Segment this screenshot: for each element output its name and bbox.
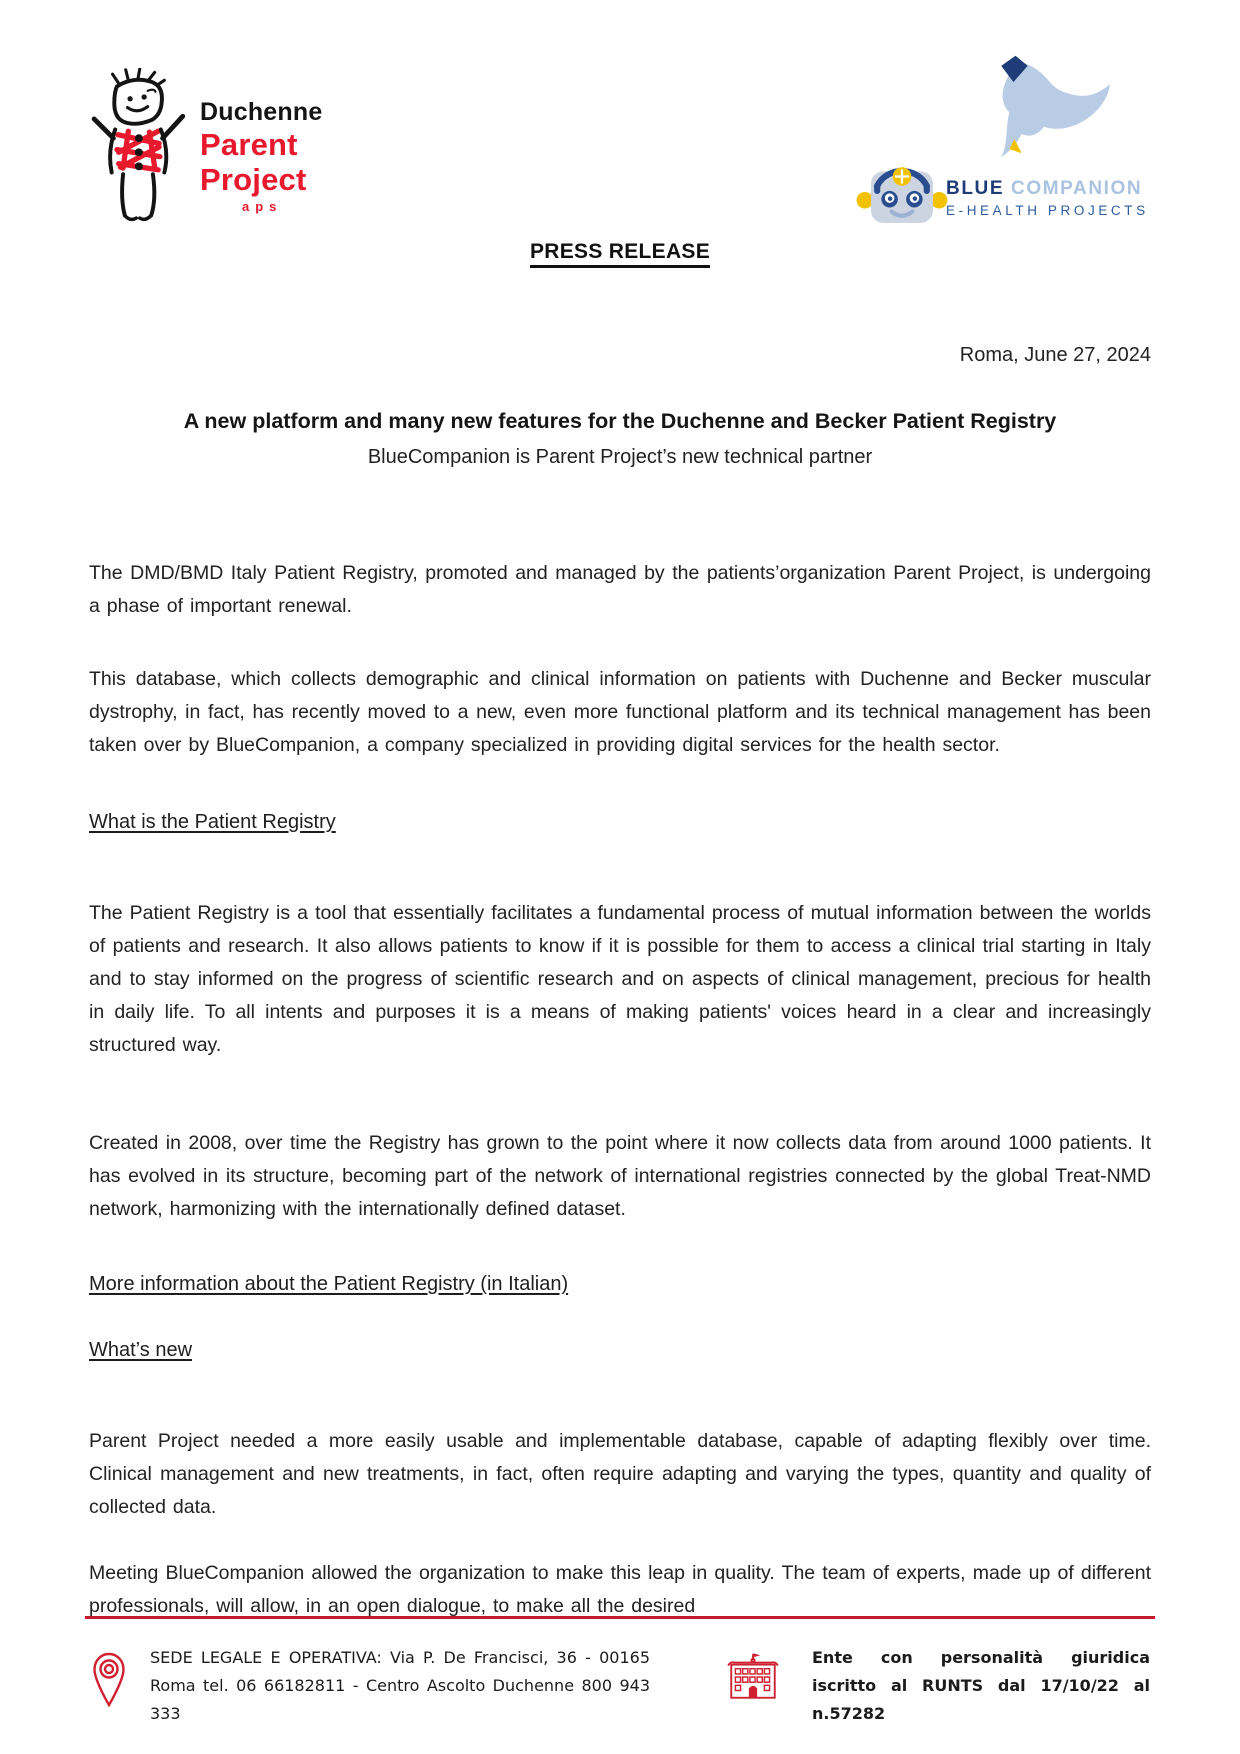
- paragraph-database: This database, which collects demographic and clinical information on patients with Duchenne and Becker muscular dystrophy, in fact, has recently moved to a new, even more functional platform and its technical management has been taken over by BlueCompanion, a company specialized in providing digital services for the health sector.: [89, 667, 1151, 756]
- press-release-heading: PRESS RELEASE: [530, 240, 710, 268]
- robot-head-icon: [856, 161, 948, 225]
- logo-word-project: Project: [200, 162, 307, 197]
- paragraph-meeting-bluecompanion: Meeting BlueCompanion allowed the organization to make this leap in quality. The team of experts, made up of different professionals, will allow, in an open dialogue, to make all the desired: [89, 1561, 1151, 1617]
- logo-word-duchenne: Duchenne: [200, 98, 323, 126]
- child-drawing-icon: [88, 68, 188, 226]
- section-heading-text: What is the Patient Registry: [89, 811, 336, 833]
- logo-word-companion: COMPANION: [1011, 178, 1143, 199]
- paragraph-needed-database: Parent Project needed a more easily usable and implementable database, capable of adapting flexibly over time. Clinical management and new treatments, in fact, often require adapting and varying the types, quantity and quality of collected data.: [89, 1429, 1151, 1518]
- logo-word-aps: aps: [242, 199, 283, 214]
- footer-divider: [85, 1616, 1155, 1619]
- footer-address: SEDE LEGALE E OPERATIVA: Via P. De Francisci, 36 - 00165 Roma tel. 06 66182811 - Centro Ascolto Duchenne 800 943 333: [150, 1648, 650, 1723]
- paragraph-created-2008: Created in 2008, over time the Registry has grown to the point where it now collects data from around 1000 patients. It has evolved in its structure, becoming part of the network of international registries connected by the global Treat-NMD network, harmonizing with the internationally defined dataset.: [89, 1131, 1151, 1220]
- paragraph-intro: The DMD/BMD Italy Patient Registry, promoted and managed by the patients’organization Parent Project, is undergoing a phase of important renewal.: [89, 561, 1151, 617]
- document-subtitle: BlueCompanion is Parent Project’s new technical partner: [367, 446, 873, 468]
- kicker-row: [89, 240, 1151, 268]
- document-title: A new platform and many new features for the Duchenne and Becker Patient Registry: [183, 409, 1057, 433]
- logo-tagline: E-HEALTH PROJECTS: [946, 203, 1149, 218]
- dateline: Roma, June 27, 2024: [959, 344, 1151, 366]
- blue-companion-logo: [770, 45, 1149, 220]
- duchenne-parent-project-logo: [88, 58, 328, 228]
- section-heading-whats-new: [89, 1339, 1151, 1362]
- footer-legal-registration: Ente con personalità giuridica iscritto al RUNTS dal 17/10/22 al n.57282: [812, 1648, 1150, 1723]
- logo-word-blue: BLUE: [946, 178, 1005, 199]
- location-pin-icon: [92, 1651, 126, 1709]
- more-information-link-text[interactable]: More information about the Patient Registry (in Italian): [89, 1273, 569, 1295]
- section-heading-what-is-registry: [89, 811, 1151, 834]
- section-heading-text: What’s new: [89, 1339, 193, 1361]
- blue-companion-wordmark: [946, 178, 1149, 218]
- more-information-link[interactable]: [89, 1273, 1151, 1296]
- seagull-icon: [985, 55, 1117, 163]
- building-icon: [724, 1652, 782, 1700]
- logo-word-parent: Parent: [200, 127, 298, 162]
- parent-project-wordmark: [200, 100, 322, 213]
- paragraph-registry-tool: The Patient Registry is a tool that essentially facilitates a fundamental process of mutual information between the worlds of patients and research. It also allows patients to know if it is possible for them to access a clinical trial starting in Italy and to stay informed on the progress of scientific research and on aspects of clinical management, precious for health in daily life. To all intents and purposes it is a means of making patients' voices heard in a clear and increasingly structured way.: [89, 901, 1151, 1056]
